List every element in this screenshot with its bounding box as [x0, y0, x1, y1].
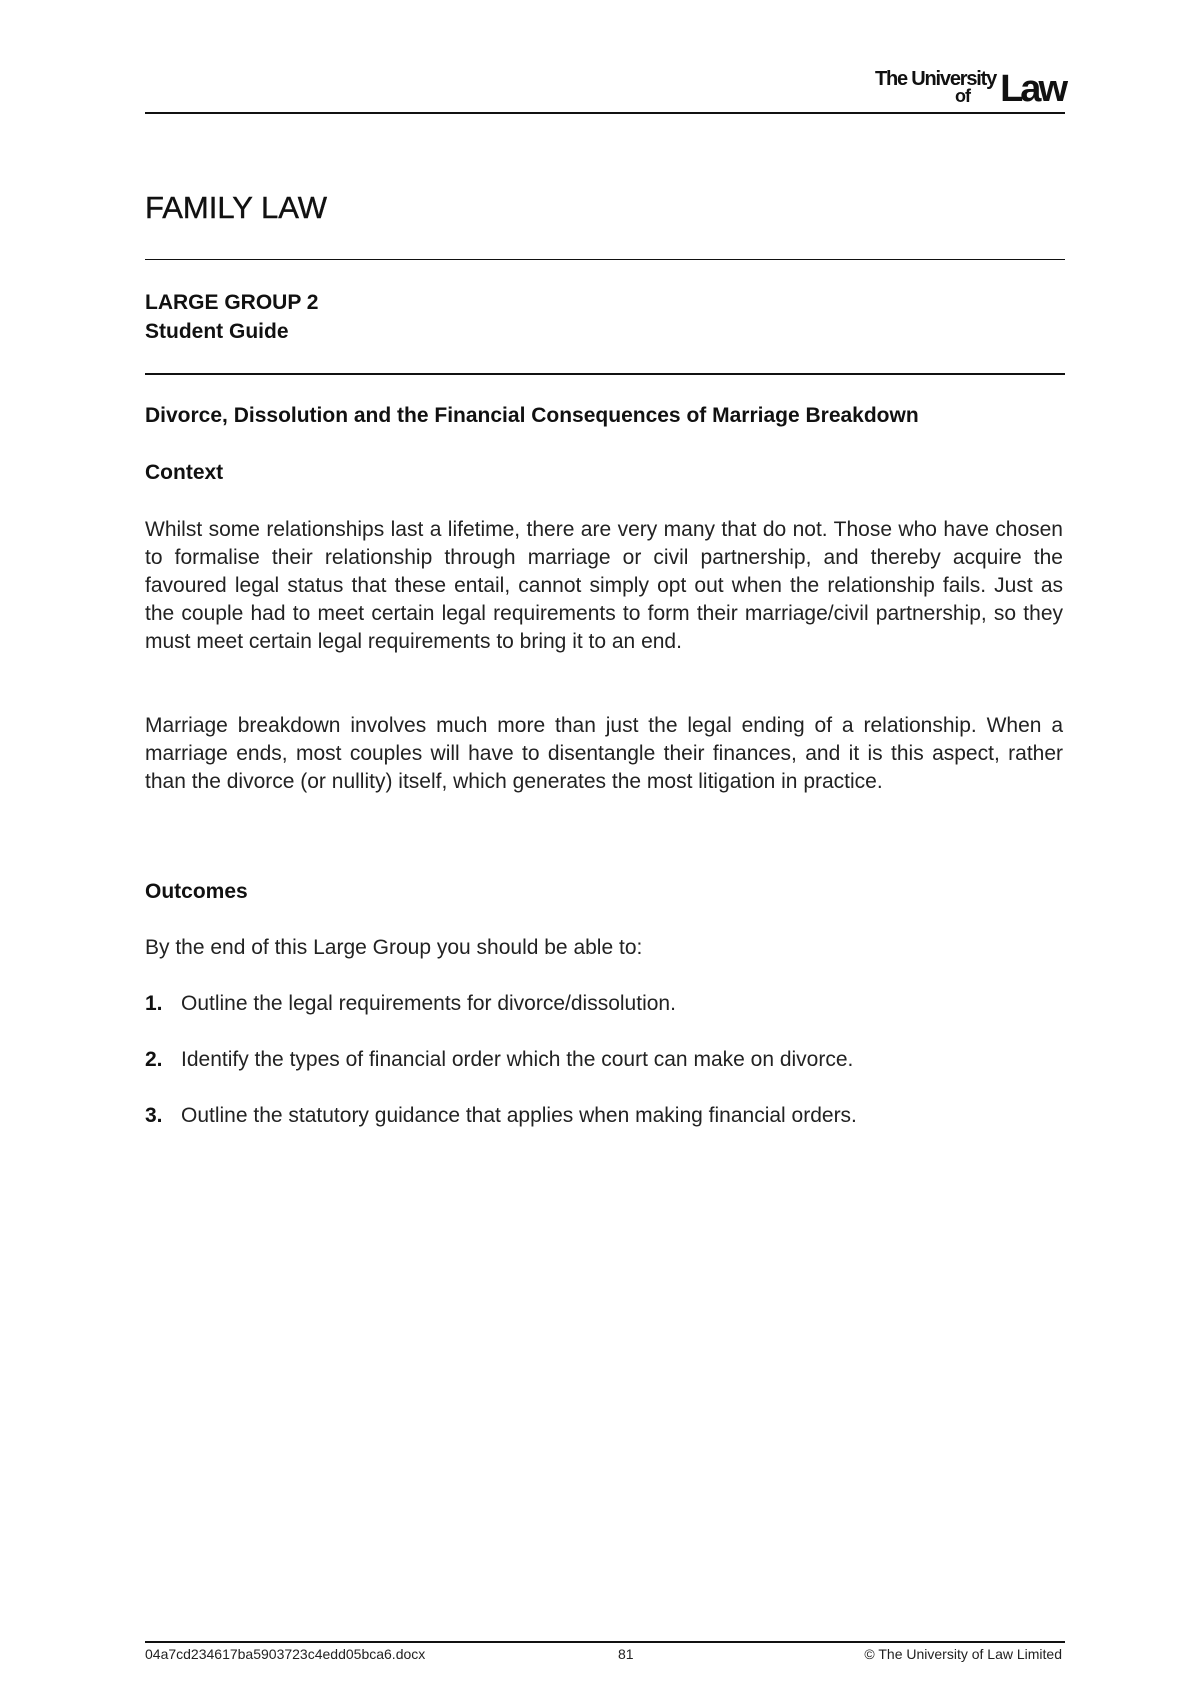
footer-copyright: © The University of Law Limited	[864, 1646, 1062, 1662]
outcome-text: Identify the types of financial order which the court can make on divorce.	[181, 1048, 854, 1071]
outcome-text: Outline the legal requirements for divorce/dissolution.	[181, 992, 676, 1015]
university-logo	[820, 62, 1068, 108]
outcome-item	[145, 1048, 853, 1072]
outcome-number: 3.	[145, 1104, 163, 1127]
outcomes-heading: Outcomes	[145, 880, 248, 903]
context-heading: Context	[145, 461, 224, 484]
outcome-item	[145, 992, 676, 1016]
logo-text-the-university: The University	[874, 68, 996, 90]
group-name: LARGE GROUP 2	[145, 291, 319, 314]
logo-text-law: Law	[1000, 68, 1065, 110]
group-subtitle: Student Guide	[145, 320, 289, 343]
logo-text-of: of	[955, 86, 970, 106]
outcome-item	[145, 1104, 857, 1128]
footer-rule	[145, 1641, 1065, 1643]
main-heading: Divorce, Dissolution and the Financial Consequences of Marriage Breakdown	[145, 404, 919, 427]
page-title: FAMILY LAW	[145, 190, 328, 225]
context-paragraph-2: Marriage breakdown involves much more than just the legal ending of a relationship. When a marriage ends, most couples will have to disentangle their finances, and it is this aspect, rather than the divorce (or nullity) itself, which generates the most litigation in practice.	[145, 714, 1063, 793]
group-divider	[145, 373, 1065, 375]
footer-filename: 04a7cd234617ba5903723c4edd05bca6.docx	[145, 1646, 426, 1662]
header-rule	[145, 112, 1065, 114]
context-paragraph-1: Whilst some relationships last a lifetime, there are very many that do not. Those who have chosen to formalise their relationship through marriage or civil partnership, and thereby acquire the favoured legal status that these entail, cannot simply opt out when the relationship fails. Just as the couple had to meet certain legal requirements to form their marriage/civil partnership, so they must meet certain legal requirements to bring it to an end.	[145, 518, 1063, 653]
outcome-number: 2.	[145, 1048, 163, 1071]
footer-page-number: 81	[618, 1646, 634, 1662]
outcomes-intro: By the end of this Large Group you should be able to:	[145, 936, 643, 959]
title-divider	[145, 259, 1065, 260]
group-block	[145, 288, 318, 346]
outcome-text: Outline the statutory guidance that applies when making financial orders.	[181, 1104, 857, 1127]
outcome-number: 1.	[145, 992, 163, 1015]
